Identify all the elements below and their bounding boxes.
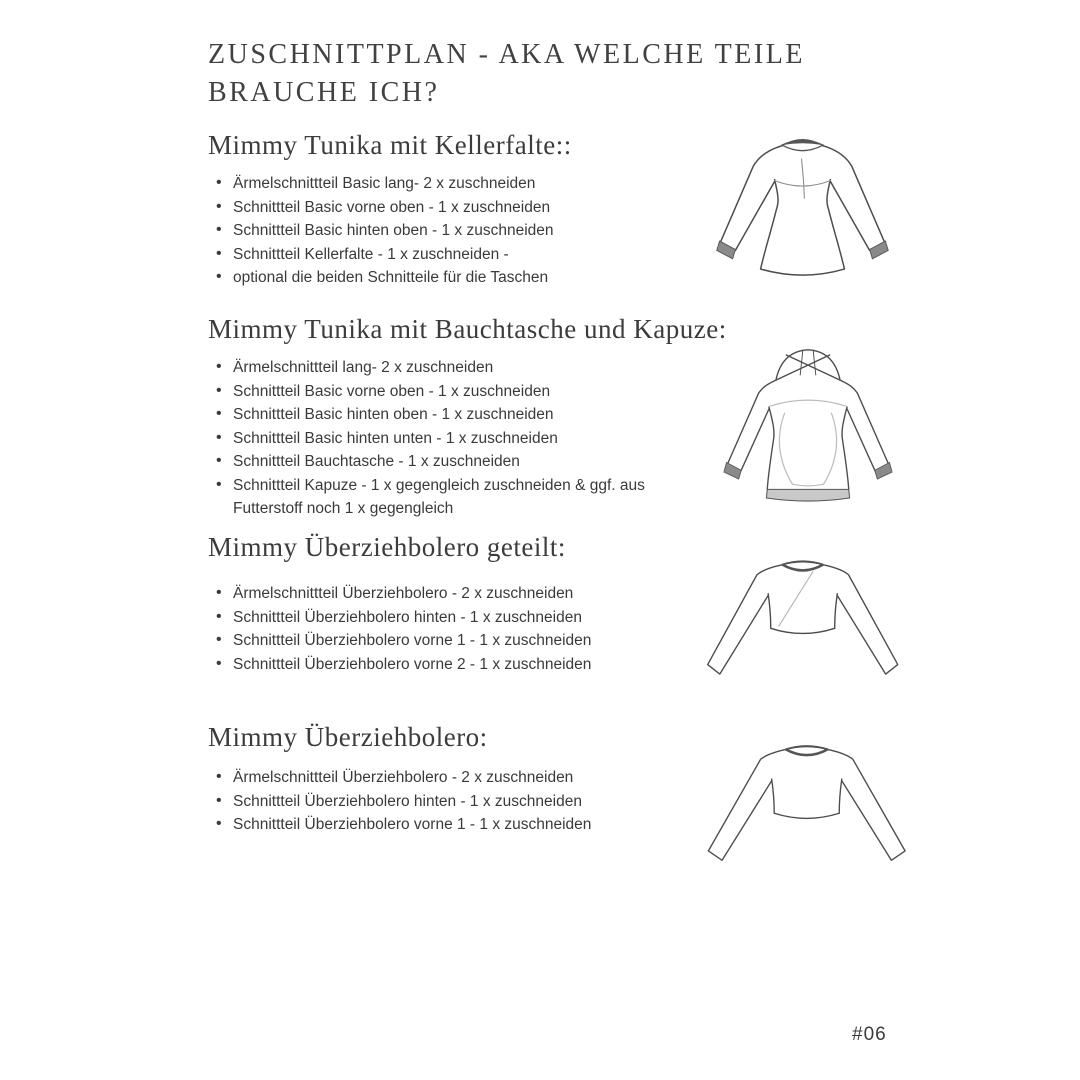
ueberziehbolero-drawing — [693, 738, 935, 890]
list-item: • Schnittteil Kapuze - 1 x gegengleich zuschneiden & ggf. aus Futterstoff noch 1 x gegengleich — [212, 474, 692, 521]
list-item: • Ärmelschnittteil Überziehbolero - 2 x zuschneiden — [212, 766, 692, 790]
list-item: • optional die beiden Schnitteile für die Taschen — [212, 266, 692, 290]
list-item: • Ärmelschnittteil Basic lang- 2 x zuschneiden — [212, 172, 692, 196]
cut-list-ueberziehbolero-geteilt — [212, 582, 692, 676]
list-item: • Schnittteil Überziehbolero vorne 1 - 1 x zuschneiden — [212, 629, 692, 653]
list-item: • Schnittteil Bauchtasche - 1 x zuschneiden — [212, 450, 692, 474]
list-item: • Schnittteil Überziehbolero vorne 1 - 1 x zuschneiden — [212, 813, 692, 837]
list-item: • Schnittteil Basic hinten unten - 1 x zuschneiden — [212, 427, 692, 451]
cut-list-ueberziehbolero — [212, 766, 692, 837]
list-item: • Schnittteil Basic vorne oben - 1 x zuschneiden — [212, 196, 692, 220]
list-item: • Schnittteil Überziehbolero vorne 2 - 1 x zuschneiden — [212, 653, 692, 677]
list-item: • Schnittteil Kellerfalte - 1 x zuschneiden - — [212, 243, 692, 267]
section-heading-tunika-kellerfalte: Mimmy Tunika mit Kellerfalte:: — [208, 130, 572, 160]
list-item: • Schnittteil Basic vorne oben - 1 x zuschneiden — [212, 380, 692, 404]
page-number: #06 — [852, 1024, 887, 1045]
list-item: • Ärmelschnittteil Überziehbolero - 2 x zuschneiden — [212, 582, 692, 606]
list-item: • Schnittteil Überziehbolero hinten - 1 x zuschneiden — [212, 606, 692, 630]
tunika-mit-kellerfalte-drawing — [700, 126, 905, 304]
list-item: • Schnittteil Basic hinten oben - 1 x zuschneiden — [212, 403, 692, 427]
cut-list-tunika-kellerfalte — [212, 172, 692, 290]
section-heading-tunika-bauchtasche-kapuze: Mimmy Tunika mit Bauchtasche und Kapuze: — [208, 314, 727, 344]
list-item: • Schnittteil Basic hinten oben - 1 x zuschneiden — [212, 219, 692, 243]
section-heading-ueberziehbolero-geteilt: Mimmy Überziehbolero geteilt: — [208, 532, 566, 562]
list-item: • Schnittteil Überziehbolero hinten - 1 x zuschneiden — [212, 790, 692, 814]
cut-list-tunika-bauchtasche-kapuze — [212, 356, 692, 521]
tunika-mit-bauchtasche-und-kapuze-drawing — [704, 334, 912, 526]
ueberziehbolero-geteilt-drawing — [693, 554, 928, 700]
section-heading-ueberziehbolero: Mimmy Überziehbolero: — [208, 722, 488, 752]
list-item: • Ärmelschnittteil lang- 2 x zuschneiden — [212, 356, 692, 380]
page-title: ZUSCHNITTPLAN - AKA WELCHE TEILE BRAUCHE ICH? — [208, 39, 805, 108]
